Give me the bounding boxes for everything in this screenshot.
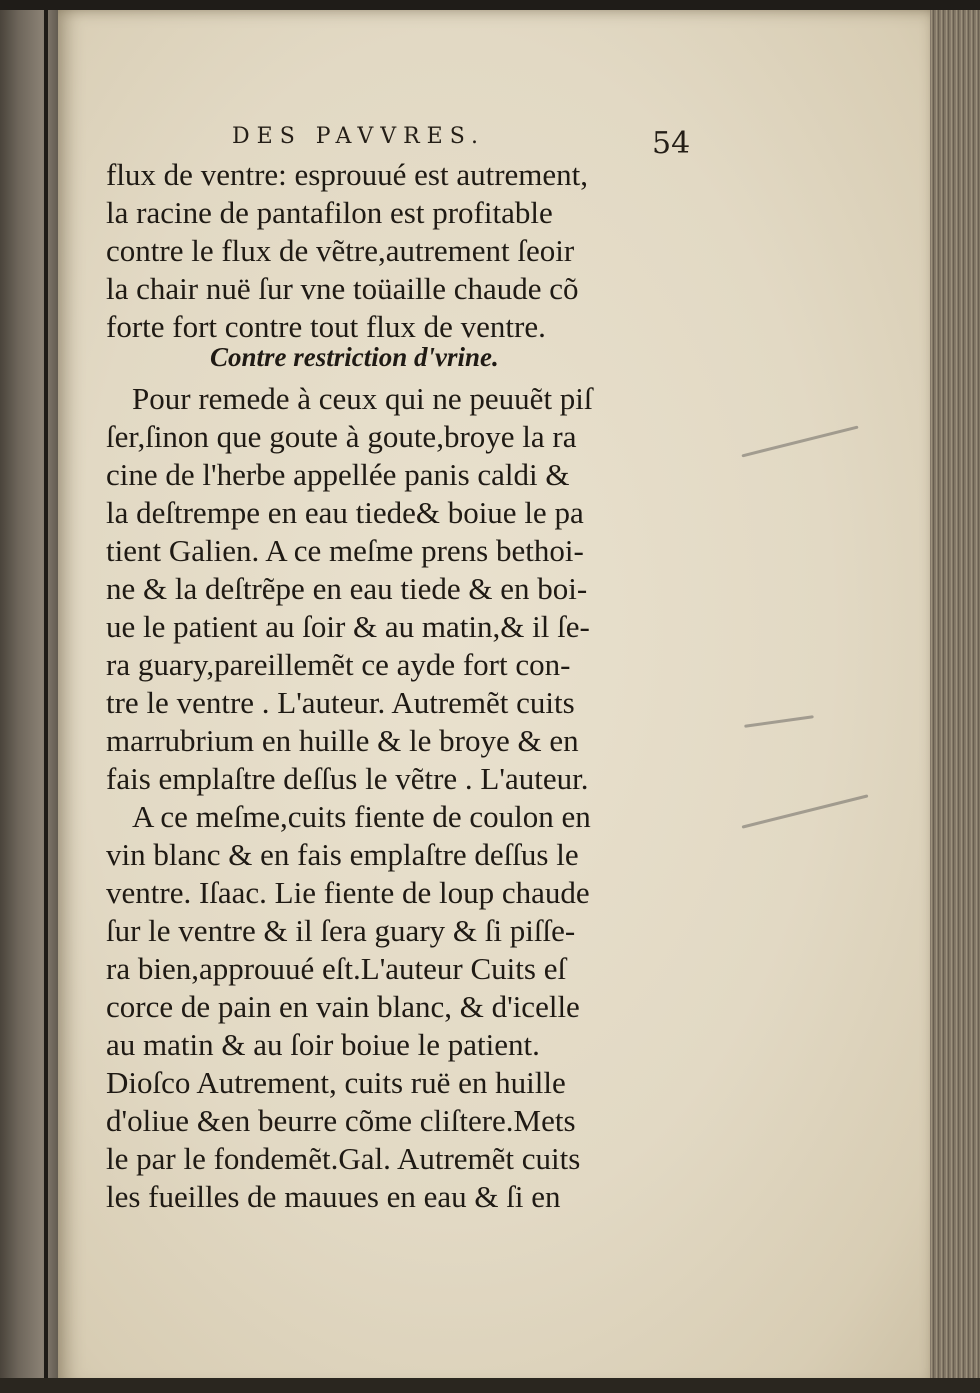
text-line: ſur le ventre & il ſera guary & ſi piſſe- (106, 913, 576, 948)
scan-top-border (0, 0, 980, 10)
text-line: la chair nuë ſur vne toüaille chaude cõ (106, 271, 579, 306)
text-line: tient Galien. A ce meſme prens bethoi- (106, 533, 584, 568)
text-line: A ce meſme,cuits fiente de coulon en (132, 799, 591, 834)
section-heading: Contre restriction d'vrine. (210, 342, 499, 372)
scan-bottom-border (0, 1378, 980, 1393)
text-line: ra guary,pareillemẽt ce ayde fort con- (106, 647, 571, 682)
text-line: ue le patient au ſoir & au matin,& il ſe- (106, 609, 590, 644)
text-line: la deſtrempe en eau tiede& boiue le pa (106, 495, 584, 530)
running-head: DES PAVVRES. (232, 124, 486, 149)
text-line: Pour remede à ceux qui ne peuuẽt piſ (132, 381, 593, 416)
text-line: tre le ventre . L'auteur. Autremẽt cuits (106, 685, 575, 720)
text-line: vin blanc & en fais emplaſtre deſſus le (106, 837, 579, 872)
previous-leaf-edge (0, 0, 60, 1393)
text-line: le par le fondemẽt.Gal. Autremẽt cuits (106, 1141, 581, 1176)
page-number: 54 (652, 126, 691, 161)
text-line: ſer,ſinon que goute à goute,broye la ra (106, 419, 577, 454)
text-line: au matin & au ſoir boiue le patient. (106, 1027, 540, 1062)
text-line: les fueilles de mauues en eau & ſi en (106, 1179, 561, 1214)
text-line: Dioſco Autrement, cuits ruë en huille (106, 1065, 566, 1100)
text-line: contre le flux de vẽtre,autrement ſeoir (106, 233, 575, 268)
text-line: forte fort contre tout flux de ventre. (106, 309, 546, 344)
text-line: corce de pain en vain blanc, & d'icelle (106, 989, 580, 1024)
text-line: flux de ventre: esprouué est autrement, (106, 157, 589, 192)
text-line: ra bien,approuué eſt.L'auteur Cuits eſ (106, 951, 567, 986)
text-line: d'oliue &en beurre cõme cliſtere.Mets (106, 1103, 576, 1138)
text-line: ventre. Iſaac. Lie fiente de loup chaude (106, 875, 590, 910)
text-line: la racine de pantafilon est profitable (106, 195, 553, 230)
text-line: marrubrium en huille & le broye & en (106, 723, 579, 758)
book-gutter (44, 0, 48, 1393)
text-line: cine de l'herbe appellée panis caldi & (106, 457, 570, 492)
text-line: fais emplaſtre deſſus le vẽtre . L'auteur. (106, 761, 589, 796)
text-line: ne & la deſtrẽpe en eau tiede & en boi- (106, 571, 588, 606)
page-stack-edge (930, 0, 980, 1393)
